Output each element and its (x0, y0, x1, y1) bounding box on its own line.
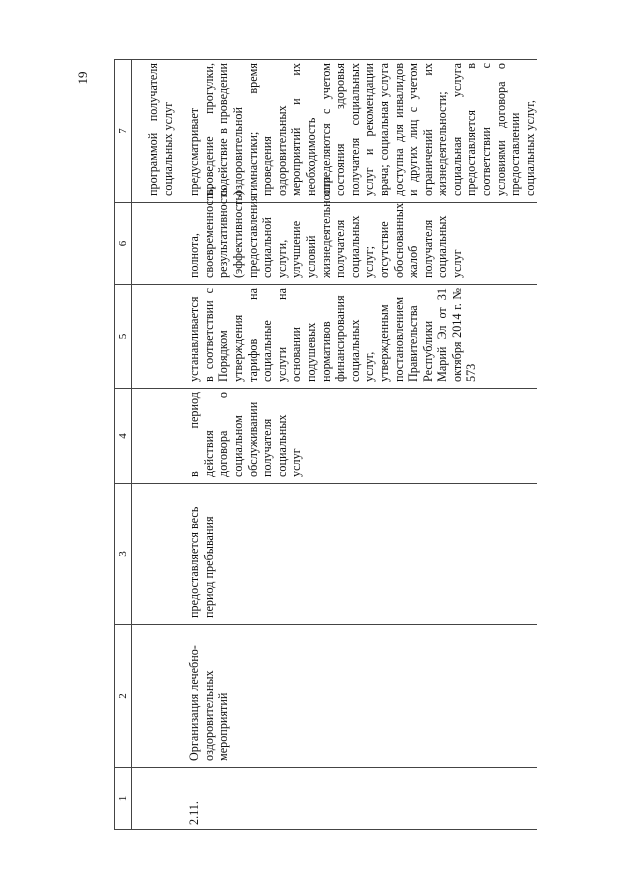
column-number-6: 6 (115, 203, 132, 285)
continuation-row (132, 60, 184, 830)
continuation-text: программой получателя социальных услуг (132, 60, 184, 203)
service-conditions: предусматривает проведение прогулки, содействие в проведении оздоровительной гимнастики; время проведения оздоровительных мероприятий и их необходимость определяются с учетом состояния здоровья получателя социальных услуг и рекомендации врача; социальная услуга доступна для инвалидов и других лиц с учетом ограничений их жизнедеятельности; социальная услуга предоставляется в соответствии с условиями договора о предоставлении социальных услуг, (183, 60, 537, 203)
table-row (183, 60, 537, 830)
column-number-1: 1 (115, 768, 132, 830)
column-number-row (115, 60, 132, 830)
rotated-table-page (114, 60, 554, 830)
quality-indicators: полнота, своевременность, результативность (эффективность) предоставления социальной услуги, улучшение условий жизнедеятельности получателя социальных услуг; отсутствие обоснованных жалоб получателя социальных услуг (183, 203, 537, 285)
column-number-2: 2 (115, 625, 132, 768)
service-period: предоставляется весь период пребывания (183, 484, 537, 625)
column-number-4: 4 (115, 389, 132, 484)
page-number: 19 (75, 71, 90, 85)
service-cost: устанавливается в соответствии с Порядком утверждения тарифов на социальные услуги на основании подушевых нормативов финансирования социальных услуг, утвержденным постановлением Правительства Республики Марий Эл от 31 октября 2014 г. № 573 (183, 285, 537, 389)
column-number-7: 7 (115, 60, 132, 203)
row-number: 2.11. (187, 801, 202, 825)
services-table (114, 59, 537, 830)
service-name: Организация лечебно-оздоровительных мероприятий (183, 625, 537, 768)
column-number-3: 3 (115, 484, 132, 625)
column-number-5: 5 (115, 285, 132, 389)
service-term: в период действия договора о социальном обслуживании получателя социальных услуг (183, 389, 537, 484)
